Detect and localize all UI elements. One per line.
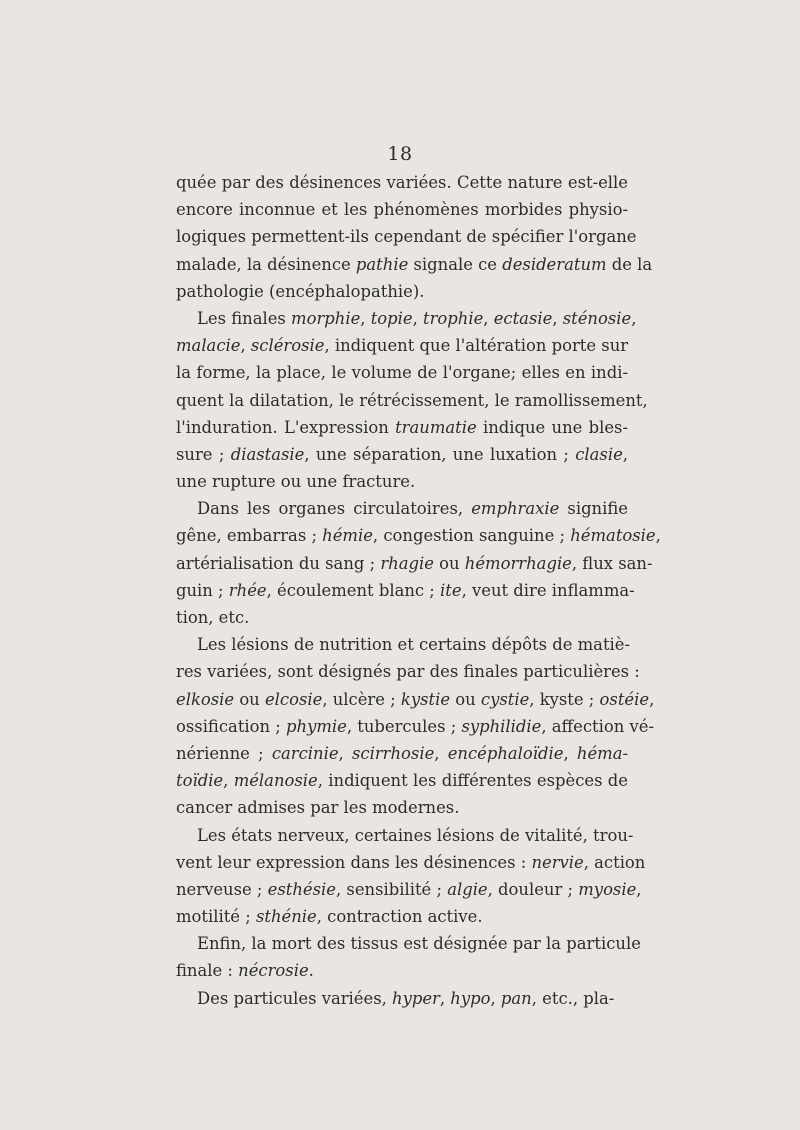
italic-term: emphraxie xyxy=(471,499,560,519)
italic-term: héma- xyxy=(576,743,629,763)
text-line xyxy=(176,985,628,1012)
text-run: logiques permettent-ils cependant de spécifier l'organe xyxy=(176,227,637,247)
text-run: , xyxy=(360,308,371,328)
text-run: . xyxy=(308,961,314,981)
page-number: 18 xyxy=(387,143,413,165)
italic-term: myosie xyxy=(578,879,637,899)
text-run: encore inconnue et les phénomènes morbides physio- xyxy=(176,200,628,220)
italic-term: diastasie xyxy=(230,444,305,464)
text-line xyxy=(176,169,628,196)
text-line xyxy=(176,740,628,767)
italic-term: sclérosie xyxy=(250,336,325,356)
text-run: Les lésions de nutrition et certains dépôts de matiè- xyxy=(197,635,631,655)
text-run: quée par des désinences variées. Cette nature est-elle xyxy=(176,173,628,192)
text-run: ou xyxy=(450,689,481,709)
text-run: , xyxy=(439,988,451,1008)
text-run: , écoulement blanc ; xyxy=(266,580,441,600)
text-run: , indiquent que l'altération porte sur xyxy=(324,336,629,356)
text-run: , tubercules ; xyxy=(346,716,462,736)
italic-term: nécrosie xyxy=(238,961,309,981)
text-run: Dans les organes circulatoires, xyxy=(197,499,472,519)
text-line xyxy=(176,251,653,278)
text-run: Enfin, la mort des tissus est désignée par la particule xyxy=(197,934,641,954)
italic-term: rhagie xyxy=(380,553,434,573)
text-run: de la xyxy=(606,254,653,274)
text-line xyxy=(176,359,628,386)
italic-term: sténosie xyxy=(562,308,632,328)
text-run: gêne, embarras ; xyxy=(176,526,323,546)
italic-term: syphilidie xyxy=(461,716,542,736)
text-run: , flux san- xyxy=(571,553,653,573)
text-run: signifie xyxy=(559,499,628,519)
text-run: , xyxy=(338,743,352,763)
text-run: , sensibilité ; xyxy=(335,879,448,899)
text-run: , xyxy=(434,743,448,763)
text-line xyxy=(176,604,628,631)
text-run: , etc., pla- xyxy=(531,988,615,1008)
text-run: Des particules variées, xyxy=(197,988,393,1008)
text-line xyxy=(176,278,628,305)
text-line xyxy=(176,522,661,549)
text-line xyxy=(176,223,637,250)
text-line xyxy=(176,849,646,876)
italic-term: sthénie xyxy=(255,907,317,927)
italic-term: desideratum xyxy=(502,254,607,274)
italic-term: kystie xyxy=(400,689,451,709)
italic-term: ectasie xyxy=(493,308,553,328)
italic-term: esthésie xyxy=(267,879,336,899)
text-run: , xyxy=(490,988,501,1008)
text-line xyxy=(176,577,635,604)
text-line xyxy=(176,767,628,794)
text-run: Les finales xyxy=(197,308,292,328)
text-run: tion, etc. xyxy=(176,608,250,627)
italic-term: malacie xyxy=(176,336,241,356)
italic-term: ostéie xyxy=(599,689,650,709)
text-run: nérienne ; xyxy=(176,743,272,763)
italic-term: hématosie xyxy=(570,526,656,546)
text-run: finale : xyxy=(176,961,239,981)
text-run: l'induration. L'expression xyxy=(176,417,396,437)
text-line xyxy=(176,713,655,740)
text-run: motilité ; xyxy=(176,907,256,927)
text-run: , kyste ; xyxy=(529,689,600,709)
italic-term: mélanosie xyxy=(233,771,318,791)
text-run: quent la dilatation, le rétrécissement, le ramollissement, xyxy=(176,390,648,410)
italic-term: nervie xyxy=(531,852,584,872)
text-run: signale ce xyxy=(408,254,503,274)
text-line xyxy=(176,686,655,713)
text-run: , xyxy=(636,879,642,899)
text-run: , xyxy=(483,308,494,328)
text-run: vent leur expression dans les désinences : xyxy=(176,852,532,872)
body-text xyxy=(176,169,661,1012)
text-run: ou xyxy=(433,553,465,573)
text-run: , contraction active. xyxy=(316,907,483,927)
text-line xyxy=(176,794,628,821)
text-run: Les états nerveux, certaines lésions de vitalité, trou- xyxy=(197,825,634,845)
italic-term: hypo xyxy=(450,988,491,1008)
italic-term: carcinie xyxy=(271,743,339,763)
italic-term: morphie xyxy=(291,308,361,328)
text-line xyxy=(176,441,628,468)
text-run: , xyxy=(223,771,234,791)
text-run: , xyxy=(655,526,661,546)
text-run: la forme, la place, le volume de l'organe; elles en indi- xyxy=(176,363,628,383)
text-run: , congestion sanguine ; xyxy=(372,526,571,546)
text-run: , veut dire inflamma- xyxy=(461,580,635,600)
text-line xyxy=(176,957,628,984)
text-line xyxy=(176,822,634,849)
text-run: une rupture ou une fracture. xyxy=(176,472,416,492)
text-run: , une séparation, une luxation ; xyxy=(304,444,576,464)
text-run: pathologie (encéphalopathie). xyxy=(176,281,425,301)
italic-term: ite xyxy=(440,580,462,600)
text-run: , ulcère ; xyxy=(322,689,401,709)
italic-term: hémorrhagie xyxy=(464,553,572,573)
text-line xyxy=(176,930,641,957)
text-run: , indiquent les différentes espèces de xyxy=(317,771,629,791)
italic-term: traumatie xyxy=(395,417,477,437)
italic-term: hyper xyxy=(392,988,440,1008)
text-run: , xyxy=(240,336,251,356)
text-line xyxy=(176,550,653,577)
text-run: cancer admises par les modernes. xyxy=(176,798,460,818)
text-run: sure ; xyxy=(176,444,231,464)
italic-term: hémie xyxy=(322,526,373,546)
text-line xyxy=(176,387,648,414)
italic-term: toïdie xyxy=(176,771,224,791)
text-run: , xyxy=(649,689,655,709)
italic-term: scirrhosie xyxy=(351,743,435,763)
italic-term: phymie xyxy=(286,716,347,736)
text-run: , douleur ; xyxy=(487,879,579,899)
text-line xyxy=(176,903,628,930)
text-line xyxy=(176,468,628,495)
text-run: ossification ; xyxy=(176,716,287,736)
text-run: res variées, sont désignés par des finales particulières : xyxy=(176,662,640,682)
text-run: guin ; xyxy=(176,580,229,600)
text-line xyxy=(176,332,628,359)
italic-term: clasie xyxy=(575,444,623,464)
text-run: , affection vé- xyxy=(541,716,655,736)
italic-term: cystie xyxy=(480,689,530,709)
text-line xyxy=(176,196,628,223)
text-run: nerveuse ; xyxy=(176,879,268,899)
text-run: artérialisation du sang ; xyxy=(176,553,381,573)
italic-term: pathie xyxy=(355,254,409,274)
italic-term: trophie xyxy=(423,308,484,328)
text-line xyxy=(176,658,640,685)
italic-term: encéphaloïdie xyxy=(447,743,564,763)
text-run: malade, la désinence xyxy=(176,254,356,274)
text-line xyxy=(176,495,628,522)
text-run: indique une bles- xyxy=(476,417,629,437)
text-run: , xyxy=(631,308,637,328)
text-line xyxy=(176,876,642,903)
italic-term: topie xyxy=(370,308,413,328)
text-line xyxy=(176,414,628,441)
italic-term: rhée xyxy=(228,580,267,600)
text-run: , xyxy=(622,444,628,464)
text-line xyxy=(176,631,631,658)
italic-term: pan xyxy=(500,988,532,1008)
text-run: , xyxy=(412,308,424,328)
italic-term: algie xyxy=(447,879,488,899)
text-line xyxy=(176,305,637,332)
text-run: , xyxy=(552,308,563,328)
italic-term: elkosie xyxy=(176,689,235,709)
text-run: ou xyxy=(234,689,265,709)
text-run: , action xyxy=(583,852,646,872)
text-run: , xyxy=(563,743,577,763)
italic-term: elcosie xyxy=(264,689,323,709)
